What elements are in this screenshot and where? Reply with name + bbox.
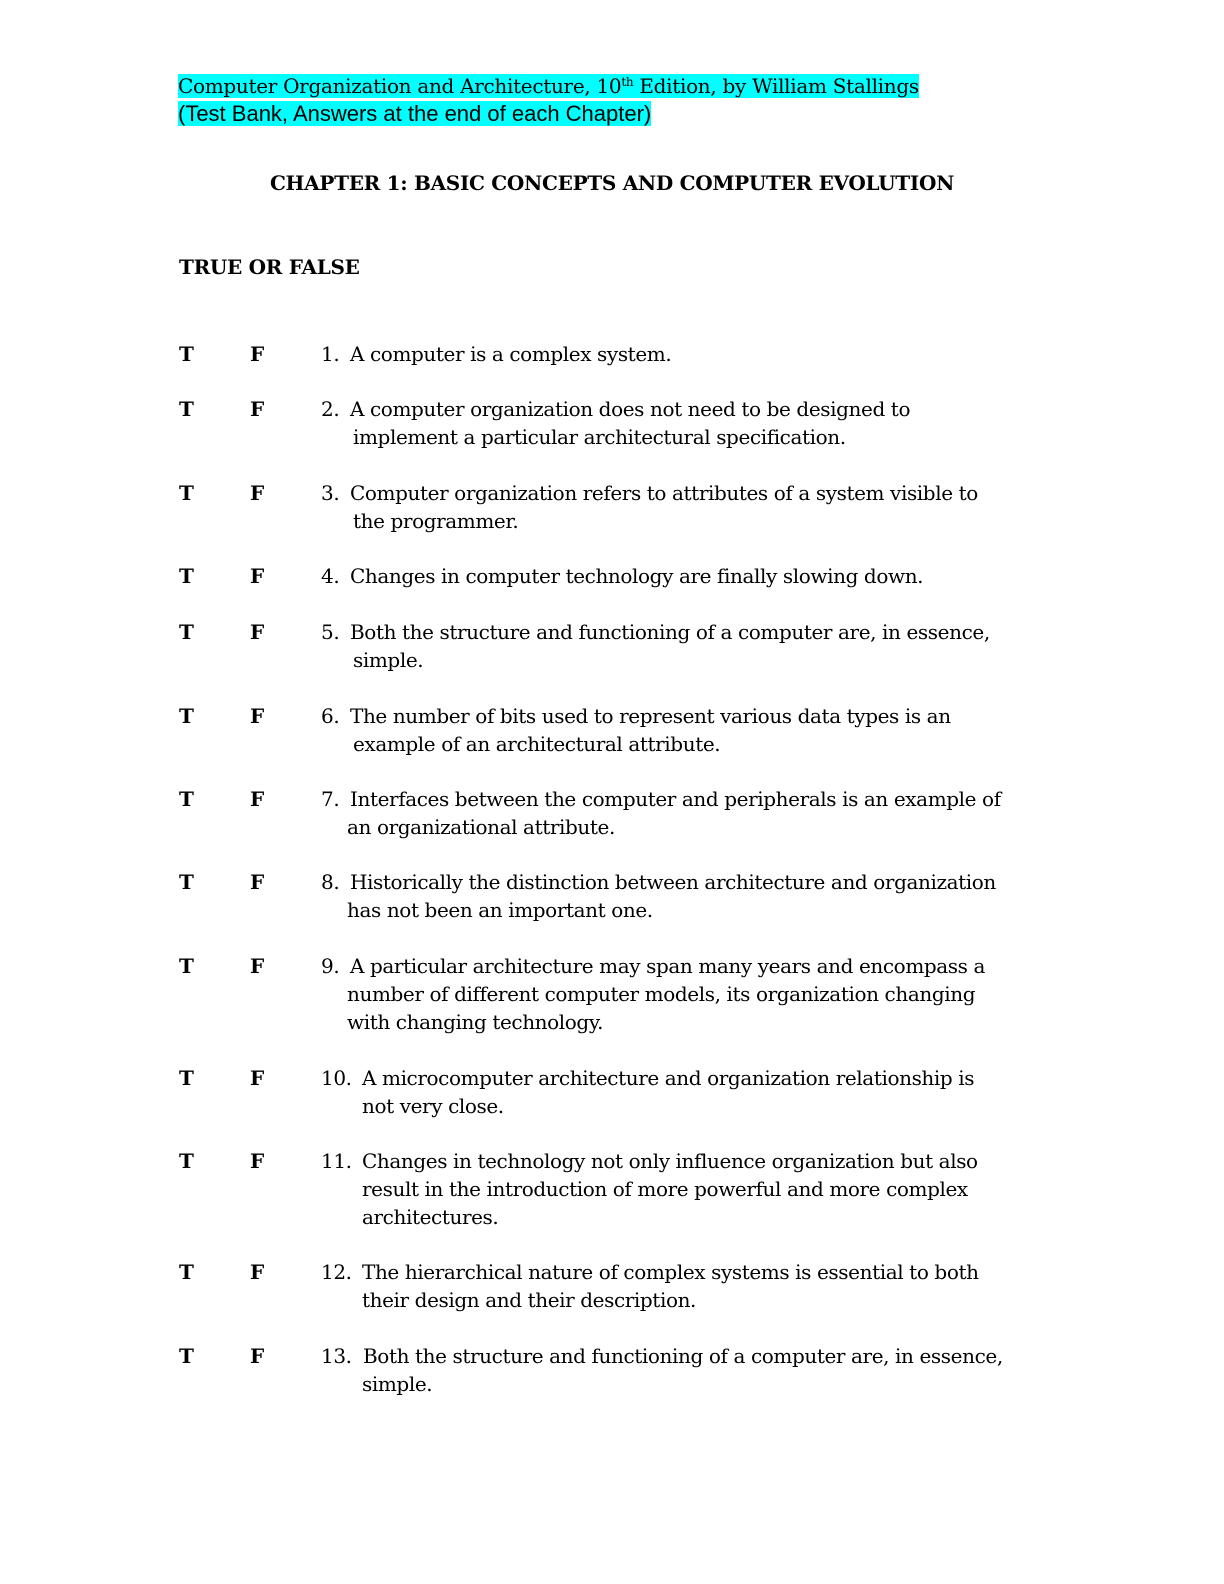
question-text-line: The hierarchical nature of complex systems is essential to both bbox=[362, 1260, 979, 1284]
question-number: 11. bbox=[321, 1149, 352, 1173]
false-option[interactable]: F bbox=[250, 1149, 264, 1173]
false-option[interactable]: F bbox=[250, 704, 264, 728]
chapter-title: CHAPTER 1: BASIC CONCEPTS AND COMPUTER EVOLUTION bbox=[269, 171, 955, 195]
question-text-line: example of an architectural attribute. bbox=[353, 732, 721, 756]
false-option[interactable]: F bbox=[250, 1066, 264, 1090]
question-text-line: A microcomputer architecture and organization relationship is bbox=[362, 1066, 975, 1090]
true-option[interactable]: T bbox=[179, 342, 194, 366]
question-number: 6. bbox=[321, 704, 340, 728]
question-number: 3. bbox=[321, 481, 340, 505]
question-number: 9. bbox=[321, 954, 340, 978]
question-text-line: with changing technology. bbox=[347, 1010, 604, 1034]
true-option[interactable]: T bbox=[179, 1066, 194, 1090]
question-text-line: A particular architecture may span many years and encompass a bbox=[350, 954, 986, 978]
true-option[interactable]: T bbox=[179, 787, 194, 811]
test-bank-note: (Test Bank, Answers at the end of each Chapter) bbox=[178, 101, 652, 126]
false-option[interactable]: F bbox=[250, 342, 264, 366]
false-option[interactable]: F bbox=[250, 954, 264, 978]
false-option[interactable]: F bbox=[250, 481, 264, 505]
highlight bbox=[178, 74, 919, 98]
question-text-line: Historically the distinction between architecture and organization bbox=[350, 870, 996, 894]
question-text-line: Computer organization refers to attributes of a system visible to bbox=[350, 481, 978, 505]
question-text-line: an organizational attribute. bbox=[347, 815, 615, 839]
false-option[interactable]: F bbox=[250, 1344, 264, 1368]
question-text-line: A computer is a complex system. bbox=[350, 342, 672, 366]
false-option[interactable]: F bbox=[250, 564, 264, 588]
true-option[interactable]: T bbox=[179, 1260, 194, 1284]
true-option[interactable]: T bbox=[179, 564, 194, 588]
question-text-line: Changes in technology not only influence organization but also bbox=[362, 1149, 978, 1173]
question-text-line: result in the introduction of more powerful and more complex bbox=[362, 1177, 968, 1201]
question-text-line: simple. bbox=[353, 648, 424, 672]
false-option[interactable]: F bbox=[250, 620, 264, 644]
question-number: 4. bbox=[321, 564, 340, 588]
question-number: 1. bbox=[321, 342, 340, 366]
question-number: 10. bbox=[321, 1066, 352, 1090]
true-option[interactable]: T bbox=[179, 481, 194, 505]
question-text-line: implement a particular architectural specification. bbox=[353, 425, 846, 449]
question-text-line: The number of bits used to represent various data types is an bbox=[350, 704, 951, 728]
true-option[interactable]: T bbox=[179, 397, 194, 421]
true-option[interactable]: T bbox=[179, 870, 194, 894]
book-author: Edition, by William Stallings bbox=[633, 74, 919, 98]
question-number: 12. bbox=[321, 1260, 352, 1284]
true-option[interactable]: T bbox=[179, 1344, 194, 1368]
question-number: 5. bbox=[321, 620, 340, 644]
question-text-line: A computer organization does not need to be designed to bbox=[350, 397, 911, 421]
false-option[interactable]: F bbox=[250, 787, 264, 811]
false-option[interactable]: F bbox=[250, 870, 264, 894]
edition-suffix: th bbox=[621, 75, 634, 89]
test-bank-note-line bbox=[178, 100, 651, 127]
true-option[interactable]: T bbox=[179, 1149, 194, 1173]
true-option[interactable]: T bbox=[179, 954, 194, 978]
question-text-line: number of different computer models, its organization changing bbox=[347, 982, 976, 1006]
question-number: 13. bbox=[321, 1344, 352, 1368]
book-title-line bbox=[178, 73, 919, 100]
question-text-line: has not been an important one. bbox=[347, 898, 653, 922]
book-title: Computer Organization and Architecture, 10 bbox=[178, 74, 622, 98]
question-text-line: the programmer. bbox=[353, 509, 519, 533]
true-option[interactable]: T bbox=[179, 620, 194, 644]
question-number: 8. bbox=[321, 870, 340, 894]
question-number: 2. bbox=[321, 397, 340, 421]
true-option[interactable]: T bbox=[179, 704, 194, 728]
question-text-line: Both the structure and functioning of a computer are, in essence, bbox=[350, 620, 990, 644]
question-text-line: Interfaces between the computer and peripherals is an example of bbox=[350, 787, 1001, 811]
question-text-line: Changes in computer technology are finally slowing down. bbox=[350, 564, 924, 588]
false-option[interactable]: F bbox=[250, 1260, 264, 1284]
question-text-line: their design and their description. bbox=[362, 1288, 697, 1312]
section-title: TRUE OR FALSE bbox=[179, 255, 360, 279]
question-text-line: architectures. bbox=[362, 1205, 499, 1229]
question-text-line: simple. bbox=[362, 1372, 433, 1396]
question-number: 7. bbox=[321, 787, 340, 811]
false-option[interactable]: F bbox=[250, 397, 264, 421]
question-text-line: not very close. bbox=[362, 1094, 504, 1118]
question-text-line: Both the structure and functioning of a computer are, in essence, bbox=[363, 1344, 1003, 1368]
